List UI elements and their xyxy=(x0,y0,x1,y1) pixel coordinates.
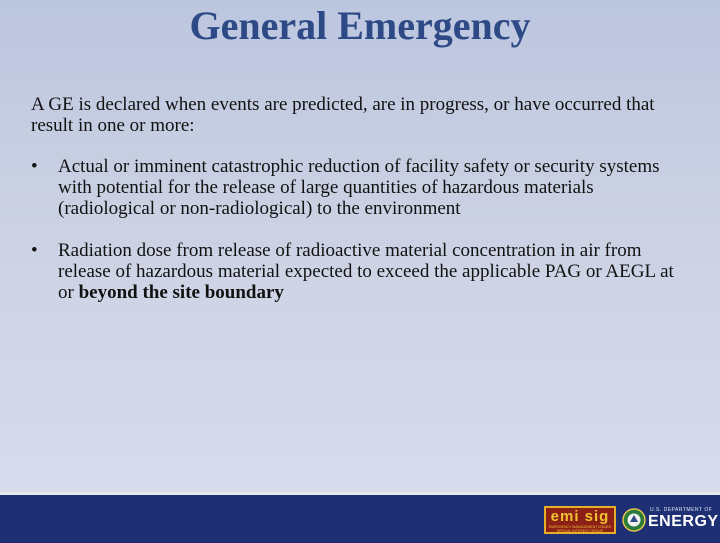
emi-sig-logo-text: emi sig xyxy=(550,508,610,525)
emi-sig-logo xyxy=(544,506,616,534)
bullet-item xyxy=(31,156,681,219)
footer-bar xyxy=(0,492,720,543)
bullet-marker: • xyxy=(31,156,38,177)
intro-text: A GE is declared when events are predicted, are in progress, or have occurred that result in one or more: xyxy=(31,94,655,136)
bullet-text-plain: Radiation dose from release of radioactive material concentration in air from release of hazardous material expected to exceed the applicable PAG or AEGL at or xyxy=(58,240,674,303)
doe-seal-icon xyxy=(622,508,646,532)
bullet-text xyxy=(58,240,681,303)
doe-logo-small-text: U.S. DEPARTMENT OF xyxy=(650,507,713,513)
emi-sig-logo-subtext: EMERGENCY MANAGEMENT ISSUES SPECIAL INTEREST GROUP xyxy=(548,525,612,533)
bullet-marker: • xyxy=(31,240,38,261)
bullet-list xyxy=(31,156,681,324)
bullet-text: Actual or imminent catastrophic reduction of facility safety or security systems with potential for the release of large quantities of hazardous materials (radiological or non-radiological) to the environment xyxy=(58,156,660,219)
bullet-item xyxy=(31,240,681,303)
slide-title: General Emergency xyxy=(189,3,531,48)
bullet-text-bold: beyond the site boundary xyxy=(78,282,284,303)
doe-logo-text: ENERGY xyxy=(648,513,719,530)
